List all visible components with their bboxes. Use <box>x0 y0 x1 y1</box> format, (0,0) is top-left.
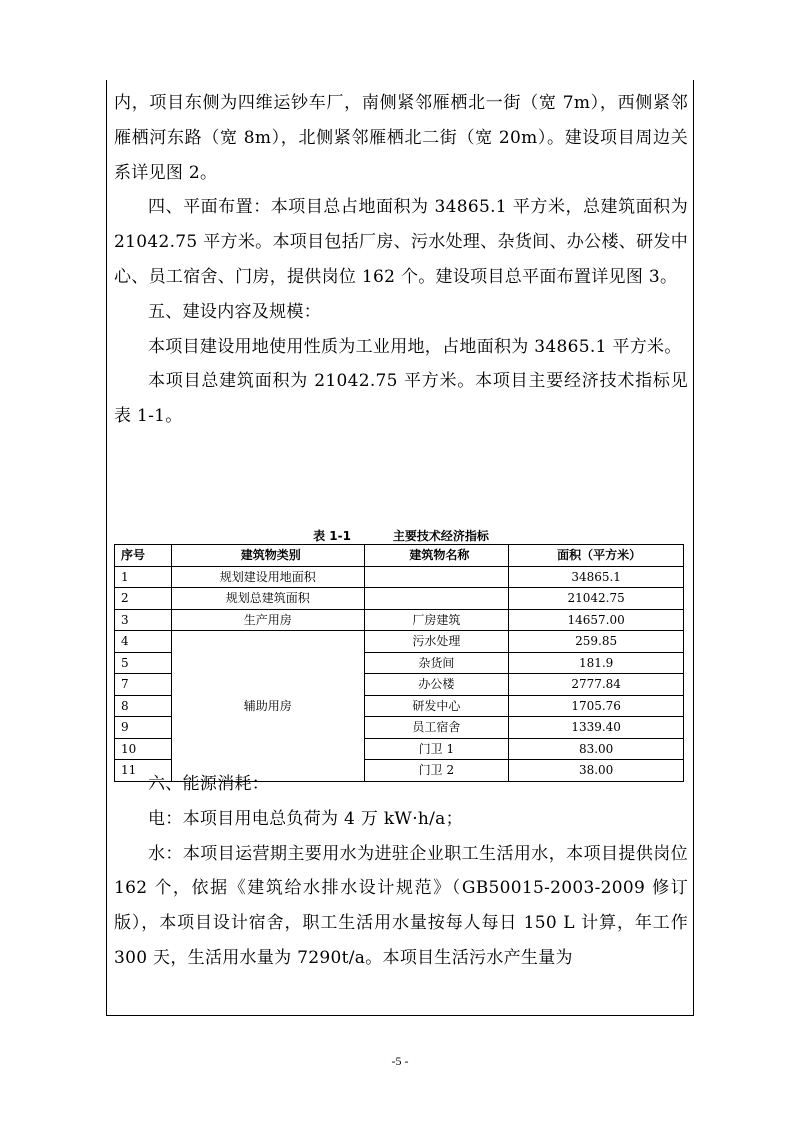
cell-area: 259.85 <box>509 631 684 653</box>
cell-area: 1339.40 <box>509 717 684 739</box>
section-heading-energy: 六、能源消耗： <box>148 774 270 794</box>
cell-no: 3 <box>115 609 172 631</box>
cell-area: 34865.1 <box>509 566 684 588</box>
cell-area: 14657.00 <box>509 609 684 631</box>
cell-category: 生产用房 <box>171 609 364 631</box>
table-row <box>115 631 684 653</box>
cell-name: 杂货间 <box>364 652 509 674</box>
cell-name: 门卫 2 <box>364 760 509 782</box>
header-category: 建筑物类别 <box>171 545 364 567</box>
table-row <box>115 566 684 588</box>
cell-name <box>364 588 509 610</box>
cell-area: 1705.76 <box>509 695 684 717</box>
header-area: 面积（平方米） <box>509 545 684 567</box>
page-number: -5 - <box>391 1054 409 1068</box>
cell-no: 7 <box>115 674 172 696</box>
cell-name: 厂房建筑 <box>364 609 509 631</box>
cell-no: 5 <box>115 652 172 674</box>
header-no: 序号 <box>115 545 172 567</box>
paragraph-layout: 四、平面布置：本项目总占地面积为 34865.1 平方米，总建筑面积为 21042.75 平方米。本项目包括厂房、污水处理、杂货间、办公楼、研发中心、员工宿舍、门房，提供岗位 162 个。建设项目总平面布置详见图 3。 <box>114 197 688 287</box>
cell-no: 2 <box>115 588 172 610</box>
paragraph-electricity: 电：本项目用电总负荷为 4 万 kW·h/a； <box>148 808 463 829</box>
table-caption-number: 表 1-1 <box>313 529 351 543</box>
header-name: 建筑物名称 <box>364 545 509 567</box>
indicator-table <box>114 544 684 782</box>
paragraph-surroundings: 内，项目东侧为四维运钞车厂，南侧紧邻雁栖北一街（宽 7m），西侧紧邻雁栖河东路（宽 8m），北侧紧邻雁栖北二街（宽 20m）。建设项目周边关系详见图 2。 <box>114 93 688 183</box>
table-header-row <box>115 545 684 567</box>
table-row <box>115 609 684 631</box>
cell-area: 181.9 <box>509 652 684 674</box>
cell-no: 4 <box>115 631 172 653</box>
cell-category: 规划总建筑面积 <box>171 588 364 610</box>
cell-no: 8 <box>115 695 172 717</box>
paragraph-water: 水：本项目运营期主要用水为进驻企业职工生活用水，本项目提供岗位 162 个，依据《建筑给水排水设计规范》（GB50015-2003-2009 修订版），本项目设计宿舍，职工生活用水量按每人每日 150 L 计算，年工作 300 天，生活用水量为 7290t/a。本项目生活污水产生量为 <box>114 843 688 968</box>
cell-name: 办公楼 <box>364 674 509 696</box>
paragraph-building-area: 本项目总建筑面积为 21042.75 平方米。本项目主要经济技术指标见表 1-1。 <box>114 371 688 427</box>
table-row <box>115 588 684 610</box>
energy-section <box>114 767 688 976</box>
cell-name: 研发中心 <box>364 695 509 717</box>
cell-no: 9 <box>115 717 172 739</box>
cell-name: 员工宿舍 <box>364 717 509 739</box>
cell-name: 门卫 1 <box>364 738 509 760</box>
cell-area: 38.00 <box>509 760 684 782</box>
cell-no: 11 <box>115 760 172 782</box>
cell-category: 规划建设用地面积 <box>171 566 364 588</box>
cell-area: 83.00 <box>509 738 684 760</box>
cell-no: 10 <box>115 738 172 760</box>
cell-category-merged: 辅助用房 <box>171 631 364 782</box>
cell-area: 21042.75 <box>509 588 684 610</box>
table-caption-title: 主要技术经济指标 <box>392 529 489 543</box>
paragraph-land-use: 本项目建设用地使用性质为工业用地，占地面积为 34865.1 平方米。 <box>148 336 682 357</box>
cell-name <box>364 566 509 588</box>
table-caption <box>114 527 688 544</box>
section-heading-scale: 五、建设内容及规模： <box>148 301 321 322</box>
cell-name: 污水处理 <box>364 631 509 653</box>
cell-no: 1 <box>115 566 172 588</box>
cell-area: 2777.84 <box>509 674 684 696</box>
page-content <box>114 86 688 968</box>
